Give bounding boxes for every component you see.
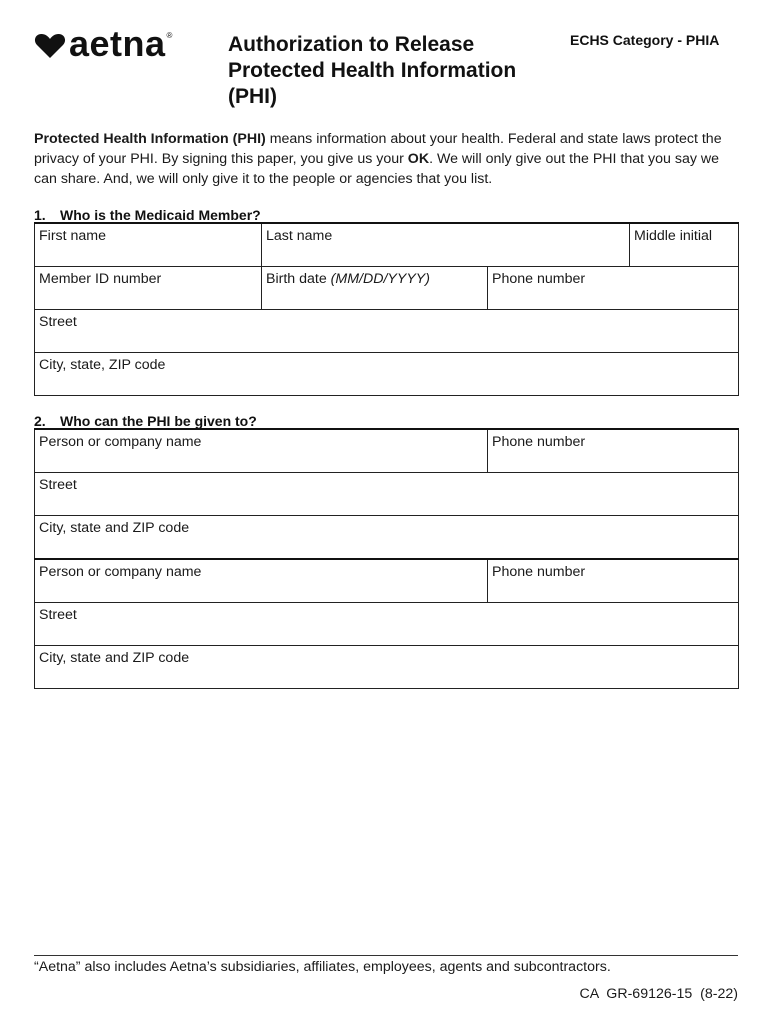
member-street-field[interactable] (35, 310, 739, 353)
section-2-number: 2. (34, 413, 46, 429)
recipient-1-street-field[interactable] (35, 473, 739, 516)
section-1-title: Who is the Medicaid Member? (60, 207, 261, 223)
birth-date-label: Birth date (266, 271, 331, 287)
middle-initial-field[interactable] (630, 223, 739, 267)
birth-date-field[interactable] (262, 267, 488, 310)
recipient-2-name-label: Person or company name (39, 564, 202, 580)
last-name-label: Last name (266, 228, 333, 244)
first-name-field[interactable] (35, 223, 262, 267)
recipient-2-name-field[interactable] (35, 559, 488, 603)
recipient-2-city-label: City, state and ZIP code (39, 650, 190, 666)
member-phone-label: Phone number (492, 271, 586, 287)
title-line-2: Protected Health Information (228, 59, 517, 82)
section-1-heading (34, 207, 261, 223)
title-line-3: (PHI) (228, 85, 277, 108)
section-2-title: Who can the PHI be given to? (60, 413, 257, 429)
member-street-label: Street (39, 314, 77, 330)
middle-initial-label: Middle initial (634, 228, 713, 244)
recipient-1-city-label: City, state and ZIP code (39, 520, 190, 536)
heart-icon (34, 33, 66, 59)
recipient-2-street-field[interactable] (35, 603, 739, 646)
logo-wordmark: aetna (69, 23, 166, 64)
footnote-divider (34, 955, 738, 956)
title-line-1: Authorization to Release (228, 33, 475, 56)
recipient-1-city-field[interactable] (35, 516, 739, 560)
registered-mark: ® (166, 31, 173, 40)
birth-date-format: (MM/DD/YYYY) (330, 271, 430, 287)
recipient-2-street-label: Street (39, 607, 77, 623)
section-2-heading (34, 413, 257, 429)
intro-text-2: . We will only give out the PHI that you say we can share. And, we will only give it to the people or agencies that you list. (34, 151, 720, 187)
member-info-table (34, 222, 739, 396)
intro-paragraph (34, 129, 740, 189)
recipient-2-phone-field[interactable] (488, 559, 739, 603)
intro-bold-ok: OK (407, 151, 430, 167)
form-code: CA GR-69126-15 (8-22) (579, 986, 738, 1002)
section-1-number: 1. (34, 207, 46, 223)
category-label: ECHS Category - PHIA (570, 32, 720, 48)
member-city-state-zip-field[interactable] (35, 353, 739, 396)
recipient-2-phone-label: Phone number (492, 564, 586, 580)
member-id-field[interactable] (35, 267, 262, 310)
recipient-1-phone-field[interactable] (488, 429, 739, 473)
member-city-state-zip-label: City, state, ZIP code (39, 357, 166, 373)
recipient-1-street-label: Street (39, 477, 77, 493)
intro-text-1: means information about your health. Federal and state laws protect the privacy of your PHI. By signing this paper, you give us your (34, 131, 722, 167)
first-name-label: First name (39, 228, 107, 244)
recipient-info-table (34, 428, 739, 689)
member-id-label: Member ID number (39, 271, 162, 287)
footnote-text: “Aetna” also includes Aetna’s subsidiaries, affiliates, employees, agents and subcontractors. (34, 959, 611, 975)
recipient-1-name-field[interactable] (35, 429, 488, 473)
recipient-2-city-field[interactable] (35, 646, 739, 689)
last-name-field[interactable] (262, 223, 630, 267)
intro-bold-lead: Protected Health Information (PHI) (34, 131, 266, 147)
aetna-logo (34, 23, 173, 64)
recipient-1-phone-label: Phone number (492, 434, 586, 450)
member-phone-field[interactable] (488, 267, 739, 310)
document-title (228, 32, 558, 110)
recipient-1-name-label: Person or company name (39, 434, 202, 450)
